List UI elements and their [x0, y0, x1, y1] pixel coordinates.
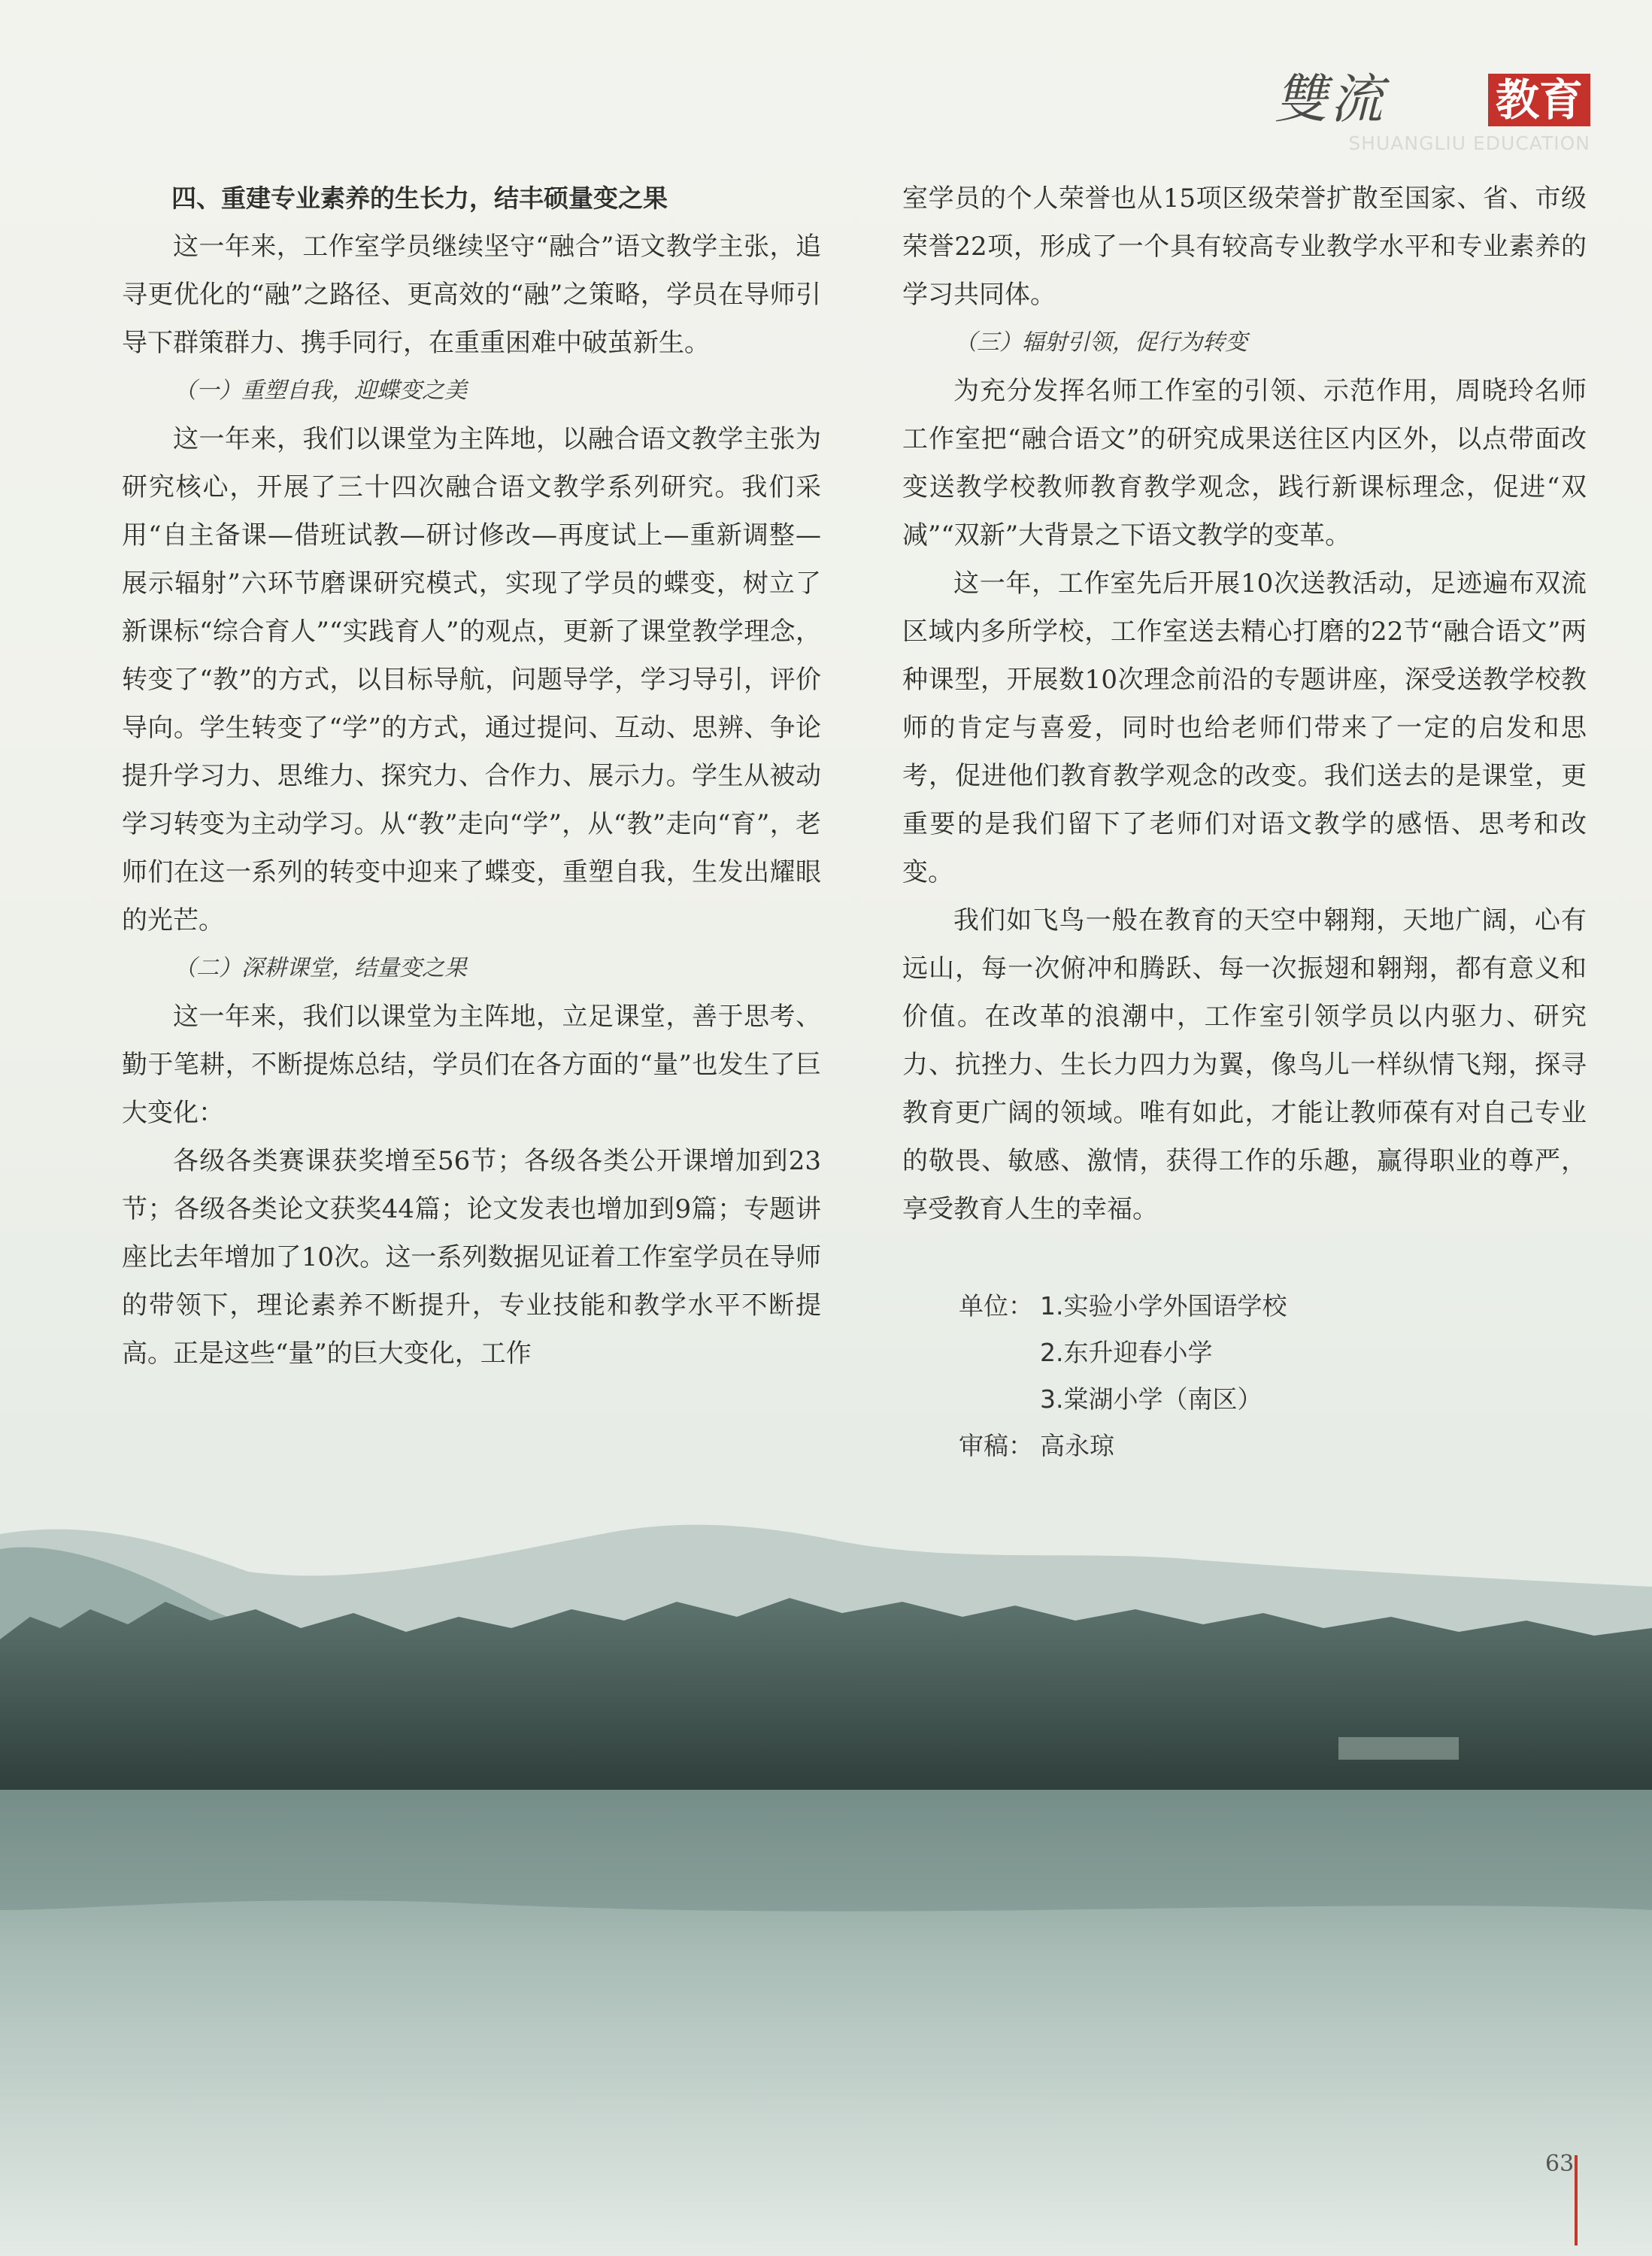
page-number: 63 — [1545, 2151, 1575, 2177]
magazine-logo — [1275, 69, 1590, 158]
paragraph: 为充分发挥名师工作室的引领、示范作用，周晓玲名师工作室把“融合语文”的研究成果送往区内区外，以点带面改变送教学校教师教育教学观念，践行新课标理念，促进“双减”“双新”大背景之下语文教学的变革。 — [902, 376, 1587, 550]
lake-landscape-image — [0, 1489, 1652, 2256]
unit-2: 2.东升迎春小学 — [1040, 1338, 1213, 1367]
logo-script-text: 雙流 — [1275, 68, 1386, 130]
subsection-heading: （一）重塑自我，迎蝶变之美 — [174, 378, 467, 404]
paragraph-continued: 室学员的个人荣誉也从15项区级荣誉扩散至国家、省、市级荣誉22项，形成了一个具有较高专业教学水平和专业素养的学习共同体。 — [902, 183, 1587, 310]
paragraph: 我们如飞鸟一般在教育的天空中翱翔，天地广阔，心有远山，每一次俯冲和腾跃、每一次振翅和翱翔，都有意义和价值。在改革的浪潮中，工作室引领学员以内驱力、研究力、抗挫力、生长力四力为翼，像鸟儿一样纵情飞翔，探寻教育更广阔的领域。唯有如此，才能让教师葆有对自己专业的敬畏、敏感、激情，获得工作的乐趣，赢得职业的尊严，享受教育人生的幸福。 — [902, 905, 1587, 1224]
subsection-heading: （二）深耕课堂，结量变之果 — [174, 955, 467, 981]
unit-3: 3.棠湖小学（南区） — [1040, 1384, 1262, 1414]
section-heading: 四、重建专业素养的生长力，结丰硕量变之果 — [171, 183, 668, 213]
right-column — [902, 174, 1587, 1233]
logo-red-badge: 教育 — [1488, 74, 1590, 126]
logo-subtitle: SHUANGLIU EDUCATION — [1348, 132, 1590, 154]
author-info — [959, 1283, 1287, 1469]
review-label: 审稿： — [959, 1431, 1033, 1460]
paragraph: 这一年来，我们以课堂为主阵地，以融合语文教学主张为研究核心，开展了三十四次融合语文教学系列研究。我们采用“自主备课—借班试教—研讨修改—再度试上—重新调整—展示辐射”六环节磨课研究模式，实现了学员的蝶变，树立了新课标“综合育人”“实践育人”的观点，更新了课堂教学理念，转变了“教”的方式，以目标导航，问题导学，学习导引，评价导向。学生转变了“学”的方式，通过提问、互动、思辨、争论提升学习力、思维力、探究力、合作力、展示力。学生从被动学习转变为主动学习。从“教”走向“学”，从“教”走向“育”，老师们在这一系列的转变中迎来了蝶变，重塑自我，生发出耀眼的光芒。 — [122, 424, 821, 935]
paragraph: 这一年来，工作室学员继续坚守“融合”语文教学主张，追寻更优化的“融”之路径、更高效的“融”之策略，学员在导师引导下群策群力、携手同行，在重重困难中破茧新生。 — [122, 232, 821, 358]
reviewer-name: 高永琼 — [1040, 1431, 1114, 1460]
unit-label: 单位： — [959, 1291, 1033, 1321]
unit-1: 1.实验小学外国语学校 — [1040, 1291, 1287, 1321]
left-column — [122, 174, 821, 1378]
paragraph: 这一年来，我们以课堂为主阵地，立足课堂，善于思考、勤于笔耕，不断提炼总结，学员们在各方面的“量”也发生了巨大变化： — [122, 1002, 821, 1128]
subsection-heading: （三）辐射引领，促行为转变 — [954, 329, 1247, 356]
paragraph: 这一年，工作室先后开展10次送教活动，足迹遍布双流区域内多所学校，工作室送去精心打磨的22节“融合语文”两种课型，开展数10次理念前沿的专题讲座，深受送教学校教师的肯定与喜爱，同时也给老师们带来了一定的启发和思考，促进他们教育教学观念的改变。我们送去的是课堂，更重要的是我们留下了老师们对语文教学的感悟、思考和改变。 — [902, 569, 1587, 887]
page-accent-bar — [1575, 2155, 1578, 2245]
paragraph: 各级各类赛课获奖增至56节；各级各类公开课增加到23节；各级各类论文获奖44篇；论文发表也增加到9篇；专题讲座比去年增加了10次。这一系列数据见证着工作室学员在导师的带领下，理论素养不断提升，专业技能和教学水平不断提高。正是这些“量”的巨大变化，工作 — [122, 1146, 821, 1369]
